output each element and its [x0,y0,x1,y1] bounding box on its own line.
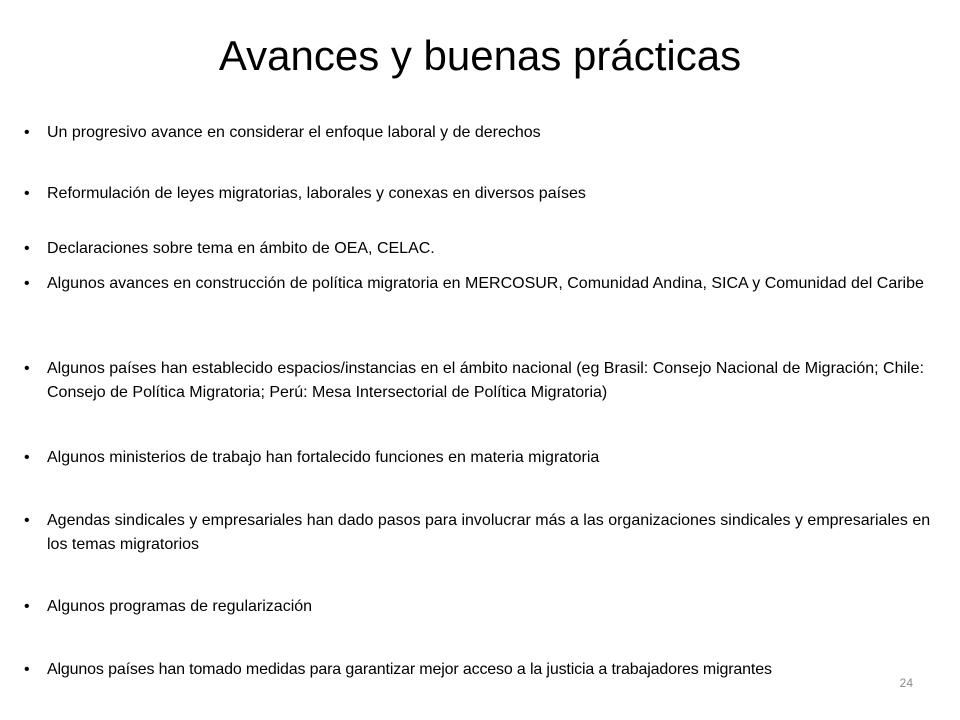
bullet-icon: • [24,449,30,466]
bullet-text: Agendas sindicales y empresariales han dado pasos para involucrar más a las organizaciones sindicales y empresariales en los temas migratorios [47,512,931,553]
bullet-text: Declaraciones sobre tema en ámbito de OEA, CELAC. [47,240,435,257]
slide-number: 24 [899,676,913,690]
bullet-icon: • [24,124,30,141]
bullet-icon: • [24,598,30,615]
bullet-icon: • [24,661,30,678]
bullet-icon: • [24,512,30,529]
bullet-icon: • [24,240,30,257]
bullet-icon: • [24,360,30,377]
bullet-text: Algunos países han establecido espacios/instancias en el ámbito nacional (eg Brasil: Consejo Nacional de Migración; Chile: Consejo de Política Migratoria; Perú: Mesa Intersectorial de Política Migratoria) [47,360,924,401]
bullet-text: Un progresivo avance en considerar el enfoque laboral y de derechos [47,124,541,141]
slide-title: Avances y buenas prácticas [218,32,742,79]
bullet-text: Reformulación de leyes migratorias, laborales y conexas en diversos países [47,185,586,202]
bullet-icon: • [24,275,30,292]
bullet-text: Algunos países han tomado medidas para garantizar mejor acceso a la justicia a trabajadores migrantes [47,661,772,678]
bullet-text: Algunos avances en construcción de política migratoria en MERCOSUR, Comunidad Andina, SICA y Comunidad del Caribe [47,275,924,292]
bullet-text: Algunos ministerios de trabajo han fortalecido funciones en materia migratoria [47,449,600,466]
bullet-icon: • [24,185,30,202]
bullet-text: Algunos programas de regularización [47,598,313,615]
